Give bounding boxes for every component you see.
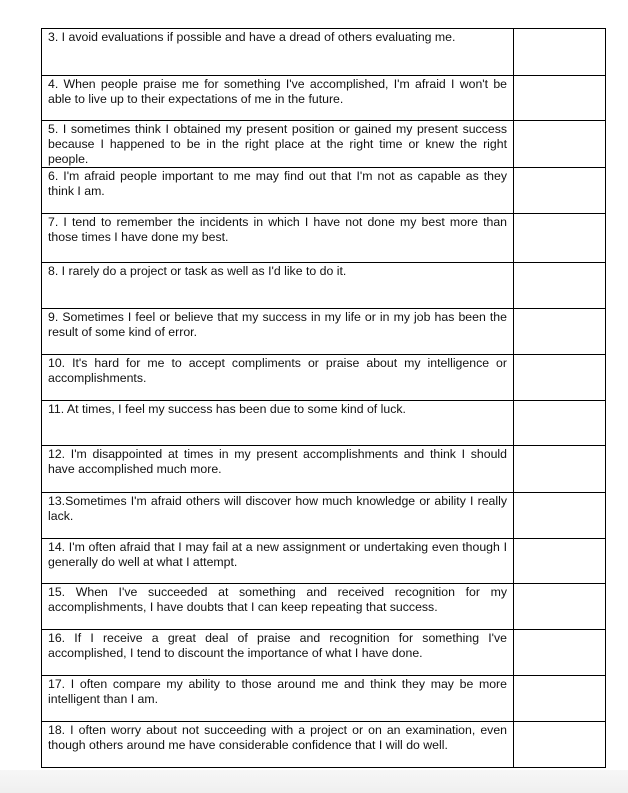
response-cell[interactable]: [514, 76, 606, 121]
question-text: 7. I tend to remember the incidents in which I have not done my best more than those times I have done my best.: [42, 214, 514, 263]
question-row: [42, 29, 606, 76]
question-row: [42, 168, 606, 214]
question-row: [42, 121, 606, 168]
question-text: 18. I often worry about not succeeding with a project or on an examination, even though others around me have considerable confidence that I will do well.: [42, 722, 514, 768]
question-text: 8. I rarely do a project or task as well as I'd like to do it.: [42, 263, 514, 309]
response-cell[interactable]: [514, 630, 606, 676]
question-row: [42, 76, 606, 121]
question-row: [42, 539, 606, 584]
response-cell[interactable]: [514, 584, 606, 630]
response-cell[interactable]: [514, 446, 606, 493]
response-cell[interactable]: [514, 493, 606, 539]
question-row: [42, 401, 606, 446]
question-row: [42, 263, 606, 309]
response-cell[interactable]: [514, 401, 606, 446]
question-text: 5. I sometimes think I obtained my present position or gained my present success because I happened to be in the right place at the right time or knew the right people.: [42, 121, 514, 168]
response-cell[interactable]: [514, 722, 606, 768]
question-text: 3. I avoid evaluations if possible and have a dread of others evaluating me.: [42, 29, 514, 76]
question-text: 4. When people praise me for something I've accomplished, I'm afraid I won't be able to live up to their expectations of me in the future.: [42, 76, 514, 121]
question-text: 6. I'm afraid people important to me may find out that I'm not as capable as they think I am.: [42, 168, 514, 214]
question-row: [42, 355, 606, 401]
question-text: 13.Sometimes I'm afraid others will discover how much knowledge or ability I really lack.: [42, 493, 514, 539]
question-row: [42, 722, 606, 768]
question-row: [42, 493, 606, 539]
response-cell[interactable]: [514, 676, 606, 722]
question-row: [42, 630, 606, 676]
response-cell[interactable]: [514, 263, 606, 309]
response-cell[interactable]: [514, 539, 606, 584]
question-text: 10. It's hard for me to accept compliments or praise about my intelligence or accomplishments.: [42, 355, 514, 401]
question-text: 17. I often compare my ability to those around me and think they may be more intelligent than I am.: [42, 676, 514, 722]
question-text: 11. At times, I feel my success has been due to some kind of luck.: [42, 401, 514, 446]
question-row: [42, 676, 606, 722]
response-cell[interactable]: [514, 214, 606, 263]
question-text: 15. When I've succeeded at something and received recognition for my accomplishments, I have doubts that I can keep repeating that success.: [42, 584, 514, 630]
question-text: 9. Sometimes I feel or believe that my success in my life or in my job has been the result of some kind of error.: [42, 309, 514, 355]
question-text: 16. If I receive a great deal of praise and recognition for something I've accomplished, I tend to discount the importance of what I have done.: [42, 630, 514, 676]
response-cell[interactable]: [514, 29, 606, 76]
question-text: 14. I'm often afraid that I may fail at a new assignment or undertaking even though I generally do well at what I attempt.: [42, 539, 514, 584]
question-row: [42, 309, 606, 355]
questionnaire-rows: [42, 29, 606, 768]
page-bottom-margin: [0, 770, 628, 793]
response-cell[interactable]: [514, 309, 606, 355]
question-text: 12. I'm disappointed at times in my present accomplishments and think I should have accomplished much more.: [42, 446, 514, 493]
response-cell[interactable]: [514, 121, 606, 168]
question-row: [42, 214, 606, 263]
questionnaire-table: [41, 28, 606, 768]
question-row: [42, 446, 606, 493]
question-row: [42, 584, 606, 630]
response-cell[interactable]: [514, 355, 606, 401]
response-cell[interactable]: [514, 168, 606, 214]
